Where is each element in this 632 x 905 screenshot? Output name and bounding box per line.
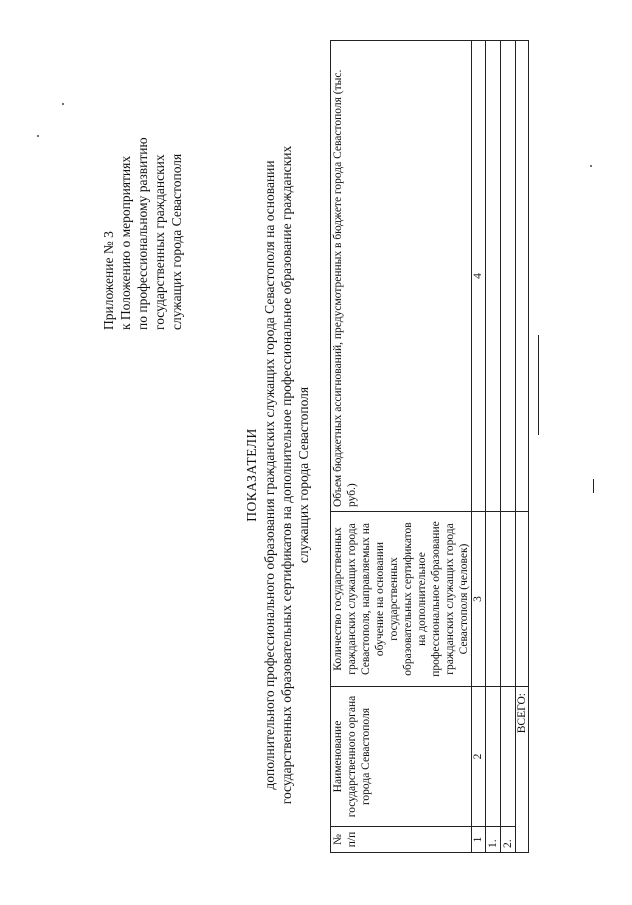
total-count-cell (516, 512, 529, 687)
separator-line (538, 335, 539, 435)
appendix-line: Приложение № 3 (101, 231, 116, 330)
header-employee-count: Количество государственных гражданских служащих города Севастополя, направляемых на обучение на основании государственных образовательных сертификатов на дополнительное профессиональное образование гражданских служащих города Севастополя (человек) (331, 512, 472, 687)
row-agency-cell (486, 687, 501, 827)
scan-speck (62, 103, 64, 105)
scan-speck (590, 165, 592, 167)
total-row (516, 41, 529, 853)
table-row (486, 41, 501, 853)
table-header-row (331, 41, 472, 853)
row-budget-cell (501, 41, 516, 512)
header-number: № п/п (331, 827, 472, 853)
appendix-line: государственных гражданских (152, 154, 167, 330)
indicators-table (330, 40, 529, 853)
table-row (501, 41, 516, 853)
appendix-line: к Положению о мероприятиях (118, 155, 133, 330)
row-agency-cell (501, 687, 516, 827)
separator-line (593, 479, 594, 493)
title-heading: ПОКАЗАТЕЛИ (244, 428, 259, 522)
row-count-cell (486, 512, 501, 687)
column-number: 2 (472, 687, 486, 827)
column-number-row (472, 41, 486, 853)
total-label: ВСЕГО: (516, 687, 529, 853)
title-line: государственных образовательных сертификатов на дополнительное профессиональное образование гражданских (279, 145, 294, 805)
row-budget-cell (486, 41, 501, 512)
header-budget: Объем бюджетных ассигнований, предусмотренных в бюджете города Севастополя (тыс. руб.) (331, 41, 472, 512)
row-number: 2. (501, 827, 516, 853)
document-title (243, 105, 312, 845)
title-line: дополнительного профессионального образования гражданских служащих города Севастополя на основании (262, 160, 277, 790)
row-number: 1. (486, 827, 501, 853)
header-agency: Наименование государственного органа города Севастополя (331, 687, 472, 827)
column-number: 3 (472, 512, 486, 687)
appendix-line: служащих города Севастополя (169, 153, 184, 330)
appendix-line: по профессиональному развитию (135, 137, 150, 330)
total-budget-cell (516, 41, 529, 512)
appendix-note (100, 137, 185, 330)
scan-speck (37, 135, 39, 137)
column-number: 1 (472, 827, 486, 853)
column-number: 4 (472, 41, 486, 512)
title-line: служащих города Севастополя (296, 386, 311, 564)
row-count-cell (501, 512, 516, 687)
